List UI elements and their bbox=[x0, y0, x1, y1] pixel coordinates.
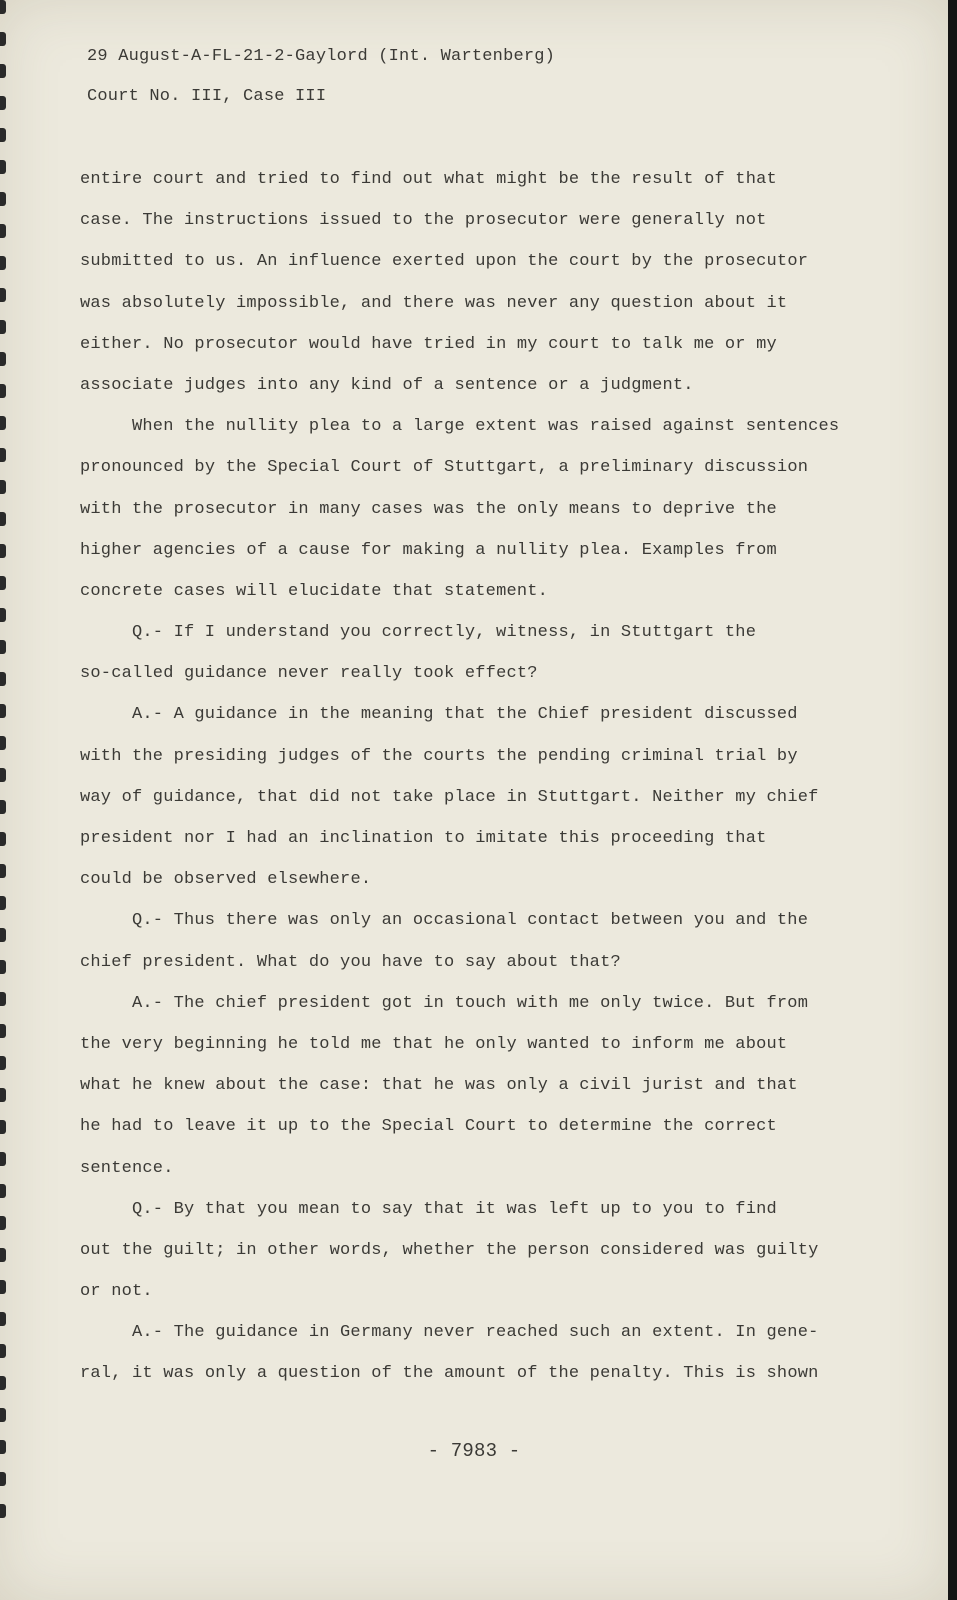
punch-hole bbox=[0, 96, 6, 110]
punch-hole bbox=[0, 672, 6, 686]
punch-hole bbox=[0, 896, 6, 910]
punch-hole bbox=[0, 256, 6, 270]
text-line: entire court and tried to find out what might be the result of that bbox=[80, 170, 777, 189]
punch-hole bbox=[0, 32, 6, 46]
punch-hole bbox=[0, 224, 6, 238]
question-line: Q.- If I understand you correctly, witness, in Stuttgart the bbox=[132, 623, 757, 643]
text-line: president nor I had an inclination to imitate this proceeding that bbox=[80, 829, 767, 848]
text-line: concrete cases will elucidate that statement. bbox=[80, 581, 549, 601]
answer-line: A.- A guidance in the meaning that the Chief president discussed bbox=[132, 705, 798, 725]
binding-punch-holes bbox=[0, 0, 6, 1600]
text-line: with the prosecutor in many cases was the only means to deprive the bbox=[80, 499, 777, 519]
punch-hole bbox=[0, 1152, 6, 1166]
punch-hole bbox=[0, 1056, 6, 1070]
punch-hole bbox=[0, 544, 6, 558]
punch-hole bbox=[0, 480, 6, 494]
text-line: or not. bbox=[80, 1282, 153, 1302]
text-line: pronounced by the Special Court of Stuttgart, a preliminary discussion bbox=[80, 458, 809, 478]
punch-hole bbox=[0, 1504, 6, 1518]
punch-hole bbox=[0, 1184, 6, 1198]
punch-hole bbox=[0, 1088, 6, 1102]
header-reference: 29 August-A-FL-21-2-Gaylord (Int. Wartenberg) bbox=[87, 47, 556, 66]
text-line: out the guilt; in other words, whether the person considered was guilty bbox=[80, 1240, 819, 1260]
punch-hole bbox=[0, 320, 6, 334]
punch-hole bbox=[0, 928, 6, 942]
text-line: the very beginning he told me that he only wanted to inform me about bbox=[80, 1034, 788, 1054]
punch-hole bbox=[0, 1248, 6, 1262]
text-line: way of guidance, that did not take place in Stuttgart. Neither my chief bbox=[80, 787, 819, 807]
text-line: When the nullity plea to a large extent was raised against sentences bbox=[132, 417, 840, 437]
punch-hole bbox=[0, 992, 6, 1006]
punch-hole bbox=[0, 384, 6, 398]
punch-hole bbox=[0, 192, 6, 206]
punch-hole bbox=[0, 288, 6, 302]
text-line: submitted to us. An influence exerted upon the court by the prosecutor bbox=[80, 252, 809, 272]
header-court-case: Court No. III, Case III bbox=[87, 87, 327, 106]
punch-hole bbox=[0, 864, 6, 878]
text-line: case. The instructions issued to the prosecutor were generally not bbox=[80, 211, 767, 231]
question-line: Q.- Thus there was only an occasional contact between you and the bbox=[132, 911, 809, 931]
text-line: what he knew about the case: that he was only a civil jurist and that bbox=[80, 1076, 798, 1096]
page-number: - 7983 - bbox=[427, 1440, 521, 1462]
punch-hole bbox=[0, 64, 6, 78]
document-header bbox=[87, 45, 555, 125]
punch-hole bbox=[0, 416, 6, 430]
punch-hole bbox=[0, 1024, 6, 1038]
punch-hole bbox=[0, 1120, 6, 1134]
text-line: chief president. What do you have to say about that? bbox=[80, 952, 621, 972]
punch-hole bbox=[0, 768, 6, 782]
punch-hole bbox=[0, 352, 6, 366]
text-line: was absolutely impossible, and there was never any question about it bbox=[80, 293, 788, 313]
punch-hole bbox=[0, 960, 6, 974]
answer-line: A.- The guidance in Germany never reached such an extent. In gene- bbox=[132, 1323, 819, 1343]
punch-hole bbox=[0, 1216, 6, 1230]
transcript-body bbox=[80, 168, 840, 1404]
text-line: either. No prosecutor would have tried in my court to talk me or my bbox=[80, 334, 777, 354]
punch-hole bbox=[0, 160, 6, 174]
punch-hole bbox=[0, 608, 6, 622]
binding-edge bbox=[948, 0, 957, 1600]
answer-line: A.- The chief president got in touch with me only twice. But from bbox=[132, 993, 809, 1013]
text-line: ral, it was only a question of the amount of the penalty. This is shown bbox=[80, 1364, 819, 1384]
text-line: so-called guidance never really took effect? bbox=[80, 664, 538, 684]
question-line: Q.- By that you mean to say that it was left up to you to find bbox=[132, 1199, 777, 1219]
punch-hole bbox=[0, 832, 6, 846]
punch-hole bbox=[0, 736, 6, 750]
text-line: associate judges into any kind of a sentence or a judgment. bbox=[80, 375, 694, 395]
text-line: could be observed elsewhere. bbox=[80, 870, 372, 890]
punch-hole bbox=[0, 1280, 6, 1294]
punch-hole bbox=[0, 704, 6, 718]
punch-hole bbox=[0, 128, 6, 142]
punch-hole bbox=[0, 800, 6, 814]
text-line: he had to leave it up to the Special Court to determine the correct bbox=[80, 1117, 777, 1137]
punch-hole bbox=[0, 1408, 6, 1422]
punch-hole bbox=[0, 640, 6, 654]
text-line: with the presiding judges of the courts the pending criminal trial by bbox=[80, 746, 798, 766]
punch-hole bbox=[0, 448, 6, 462]
punch-hole bbox=[0, 576, 6, 590]
punch-hole bbox=[0, 1344, 6, 1358]
punch-hole bbox=[0, 1472, 6, 1486]
text-line: higher agencies of a cause for making a nullity plea. Examples from bbox=[80, 540, 777, 560]
punch-hole bbox=[0, 0, 6, 14]
punch-hole bbox=[0, 1312, 6, 1326]
punch-hole bbox=[0, 1376, 6, 1390]
text-line: sentence. bbox=[80, 1158, 174, 1178]
punch-hole bbox=[0, 512, 6, 526]
